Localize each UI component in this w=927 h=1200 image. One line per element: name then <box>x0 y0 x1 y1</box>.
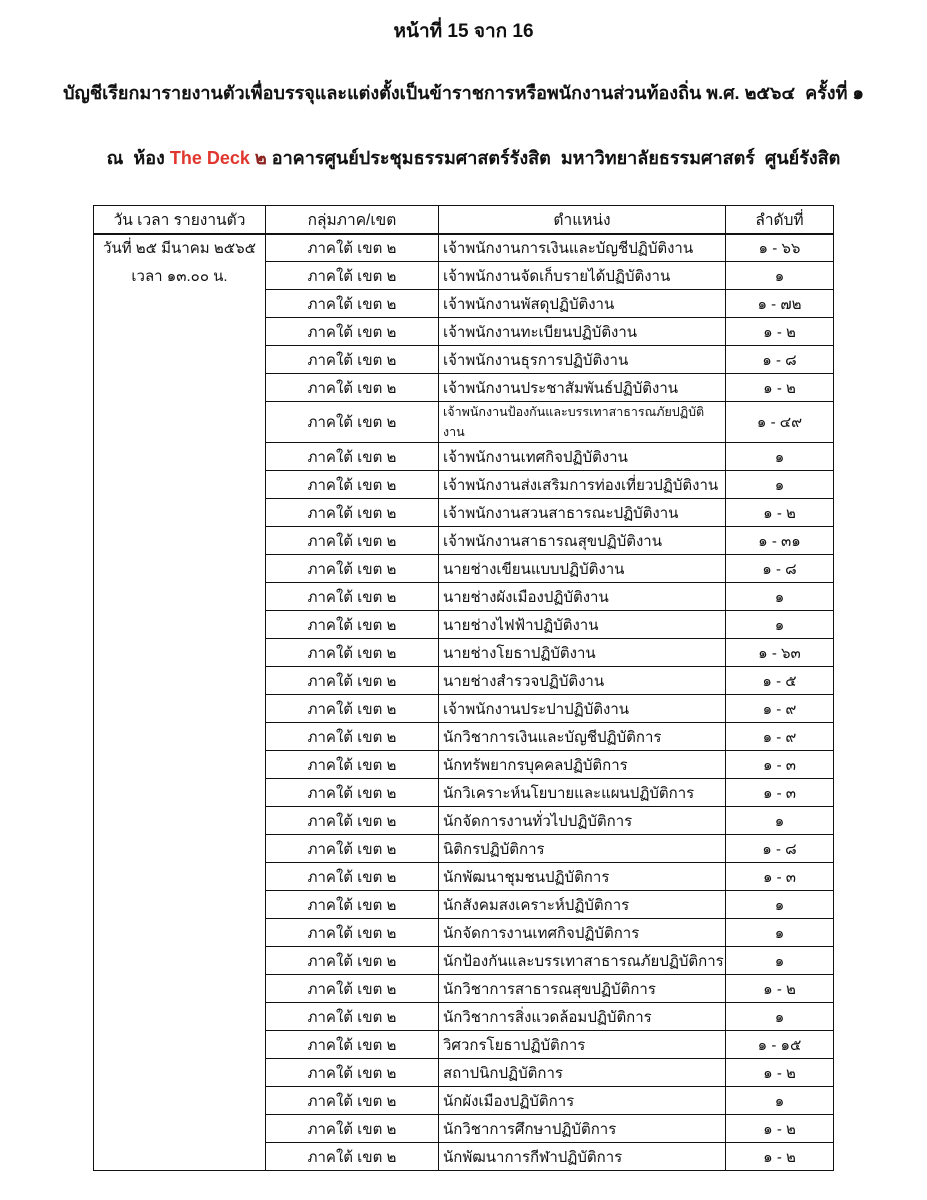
header-date-time: วัน เวลา รายงานตัว <box>94 206 266 234</box>
order-number-cell: ๑ - ๗๒ <box>726 290 834 318</box>
venue-room-name: The Deck <box>169 148 250 168</box>
position-cell: วิศวกรโยธาปฏิบัติการ <box>439 1031 726 1059</box>
region-zone-cell: ภาคใต้ เขต ๒ <box>266 779 439 807</box>
region-zone-cell: ภาคใต้ เขต ๒ <box>266 667 439 695</box>
region-zone-cell: ภาคใต้ เขต ๒ <box>266 374 439 402</box>
region-zone-cell: ภาคใต้ เขต ๒ <box>266 1087 439 1115</box>
order-number-cell: ๑ - ๘ <box>726 835 834 863</box>
order-number-cell: ๑ - ๙ <box>726 723 834 751</box>
order-number-cell: ๑ <box>726 443 834 471</box>
document-title: บัญชีเรียกมารายงานตัวเพื่อบรรจุและแต่งตั้งเป็นข้าราชการหรือพนักงานส่วนท้องถิ่น พ.ศ. ๒๕๖๔ ครั้งที่ ๑ <box>63 83 864 103</box>
region-zone-cell: ภาคใต้ เขต ๒ <box>266 1059 439 1087</box>
position-cell: นักวิชาการสิ่งแวดล้อมปฏิบัติการ <box>439 1003 726 1031</box>
region-zone-cell: ภาคใต้ เขต ๒ <box>266 835 439 863</box>
venue-room-number: ๒ <box>249 148 272 168</box>
region-zone-cell: ภาคใต้ เขต ๒ <box>266 695 439 723</box>
report-date: วันที่ ๒๕ มีนาคม ๒๕๖๕ <box>103 239 256 257</box>
region-zone-cell: ภาคใต้ เขต ๒ <box>266 947 439 975</box>
position-cell: สถาปนิกปฏิบัติการ <box>439 1059 726 1087</box>
position-cell: นักสังคมสงเคราะห์ปฏิบัติการ <box>439 891 726 919</box>
order-number-cell: ๑ <box>726 919 834 947</box>
header-order-number: ลำดับที่ <box>726 206 834 234</box>
region-zone-cell: ภาคใต้ เขต ๒ <box>266 1115 439 1143</box>
position-cell: นักพัฒนาการกีฬาปฏิบัติการ <box>439 1143 726 1171</box>
position-cell: เจ้าพนักงานประปาปฏิบัติงาน <box>439 695 726 723</box>
order-number-cell: ๑ <box>726 583 834 611</box>
venue-line <box>0 122 927 193</box>
report-schedule-table <box>93 205 834 1171</box>
order-number-cell: ๑ - ๓๑ <box>726 527 834 555</box>
region-zone-cell: ภาคใต้ เขต ๒ <box>266 1003 439 1031</box>
order-number-cell: ๑ <box>726 1003 834 1031</box>
order-number-cell: ๑ - ๕ <box>726 667 834 695</box>
report-time: เวลา ๑๓.๐๐ น. <box>131 267 228 285</box>
order-number-cell: ๑ - ๓ <box>726 779 834 807</box>
position-cell: เจ้าพนักงานสวนสาธารณะปฏิบัติงาน <box>439 499 726 527</box>
position-cell: เจ้าพนักงานธุรการปฏิบัติงาน <box>439 346 726 374</box>
position-cell: เจ้าพนักงานสาธารณสุขปฏิบัติงาน <box>439 527 726 555</box>
table-header-row <box>94 206 834 234</box>
position-cell: นักจัดการงานเทศกิจปฏิบัติการ <box>439 919 726 947</box>
page-indicator: หน้าที่ 15 จาก 16 <box>393 21 534 42</box>
region-zone-cell: ภาคใต้ เขต ๒ <box>266 346 439 374</box>
order-number-cell: ๑ - ๒ <box>726 1143 834 1171</box>
order-number-cell: ๑ - ๘ <box>726 346 834 374</box>
position-cell: นิติกรปฏิบัติการ <box>439 835 726 863</box>
order-number-cell: ๑ - ๖๖ <box>726 234 834 262</box>
region-zone-cell: ภาคใต้ เขต ๒ <box>266 611 439 639</box>
order-number-cell: ๑ <box>726 1087 834 1115</box>
position-cell: เจ้าพนักงานพัสดุปฏิบัติงาน <box>439 290 726 318</box>
order-number-cell: ๑ <box>726 891 834 919</box>
order-number-cell: ๑ <box>726 471 834 499</box>
region-zone-cell: ภาคใต้ เขต ๒ <box>266 807 439 835</box>
order-number-cell: ๑ - ๒ <box>726 975 834 1003</box>
position-cell: นักทรัพยากรบุคคลปฏิบัติการ <box>439 751 726 779</box>
header-position: ตำแหน่ง <box>439 206 726 234</box>
position-cell: นักวิชาการสาธารณสุขปฏิบัติการ <box>439 975 726 1003</box>
region-zone-cell: ภาคใต้ เขต ๒ <box>266 1031 439 1059</box>
position-cell: นักป้องกันและบรรเทาสาธารณภัยปฏิบัติการ <box>439 947 726 975</box>
region-zone-cell: ภาคใต้ เขต ๒ <box>266 723 439 751</box>
position-cell: เจ้าพนักงานจัดเก็บรายได้ปฏิบัติงาน <box>439 262 726 290</box>
order-number-cell: ๑ - ๑๕ <box>726 1031 834 1059</box>
position-cell: นักวิเคราะห์นโยบายและแผนปฏิบัติการ <box>439 779 726 807</box>
region-zone-cell: ภาคใต้ เขต ๒ <box>266 471 439 499</box>
region-zone-cell: ภาคใต้ เขต ๒ <box>266 262 439 290</box>
region-zone-cell: ภาคใต้ เขต ๒ <box>266 443 439 471</box>
table-row <box>94 234 834 262</box>
order-number-cell: ๑ - ๒ <box>726 374 834 402</box>
region-zone-cell: ภาคใต้ เขต ๒ <box>266 318 439 346</box>
order-number-cell: ๑ - ๒ <box>726 318 834 346</box>
order-number-cell: ๑ <box>726 947 834 975</box>
venue-prefix: ณ ห้อง <box>106 148 170 168</box>
date-time-cell <box>94 234 266 1171</box>
region-zone-cell: ภาคใต้ เขต ๒ <box>266 499 439 527</box>
position-cell: เจ้าพนักงานการเงินและบัญชีปฏิบัติงาน <box>439 234 726 262</box>
order-number-cell: ๑ - ๒ <box>726 499 834 527</box>
order-number-cell: ๑ <box>726 807 834 835</box>
position-cell: เจ้าพนักงานส่งเสริมการท่องเที่ยวปฏิบัติงาน <box>439 471 726 499</box>
region-zone-cell: ภาคใต้ เขต ๒ <box>266 1143 439 1171</box>
region-zone-cell: ภาคใต้ เขต ๒ <box>266 863 439 891</box>
position-cell: นักจัดการงานทั่วไปปฏิบัติการ <box>439 807 726 835</box>
region-zone-cell: ภาคใต้ เขต ๒ <box>266 751 439 779</box>
position-cell: เจ้าพนักงานประชาสัมพันธ์ปฏิบัติงาน <box>439 374 726 402</box>
position-cell: นายช่างผังเมืองปฏิบัติงาน <box>439 583 726 611</box>
region-zone-cell: ภาคใต้ เขต ๒ <box>266 891 439 919</box>
position-cell: เจ้าพนักงานป้องกันและบรรเทาสาธารณภัยปฏิบัติงาน <box>439 402 726 443</box>
region-zone-cell: ภาคใต้ เขต ๒ <box>266 555 439 583</box>
position-cell: เจ้าพนักงานเทศกิจปฏิบัติงาน <box>439 443 726 471</box>
table-body <box>94 234 834 1171</box>
position-cell: นายช่างเขียนแบบปฏิบัติงาน <box>439 555 726 583</box>
region-zone-cell: ภาคใต้ เขต ๒ <box>266 527 439 555</box>
header-region-zone: กลุ่มภาค/เขต <box>266 206 439 234</box>
position-cell: นักวิชาการศึกษาปฏิบัติการ <box>439 1115 726 1143</box>
position-cell: นักผังเมืองปฏิบัติการ <box>439 1087 726 1115</box>
position-cell: เจ้าพนักงานทะเบียนปฏิบัติงาน <box>439 318 726 346</box>
order-number-cell: ๑ - ๒ <box>726 1059 834 1087</box>
order-number-cell: ๑ <box>726 611 834 639</box>
order-number-cell: ๑ - ๘ <box>726 555 834 583</box>
position-cell: นายช่างไฟฟ้าปฏิบัติงาน <box>439 611 726 639</box>
region-zone-cell: ภาคใต้ เขต ๒ <box>266 919 439 947</box>
venue-suffix: อาคารศูนย์ประชุมธรรมศาสตร์รังสิต มหาวิทยาลัยธรรมศาสตร์ ศูนย์รังสิต <box>271 148 841 168</box>
region-zone-cell: ภาคใต้ เขต ๒ <box>266 583 439 611</box>
order-number-cell: ๑ - ๓ <box>726 751 834 779</box>
position-cell: นักวิชาการเงินและบัญชีปฏิบัติการ <box>439 723 726 751</box>
position-cell: นายช่างโยธาปฏิบัติงาน <box>439 639 726 667</box>
region-zone-cell: ภาคใต้ เขต ๒ <box>266 290 439 318</box>
position-cell: นายช่างสำรวจปฏิบัติงาน <box>439 667 726 695</box>
region-zone-cell: ภาคใต้ เขต ๒ <box>266 402 439 443</box>
region-zone-cell: ภาคใต้ เขต ๒ <box>266 234 439 262</box>
order-number-cell: ๑ <box>726 262 834 290</box>
order-number-cell: ๑ - ๔๙ <box>726 402 834 443</box>
region-zone-cell: ภาคใต้ เขต ๒ <box>266 975 439 1003</box>
order-number-cell: ๑ - ๒ <box>726 1115 834 1143</box>
order-number-cell: ๑ - ๙ <box>726 695 834 723</box>
order-number-cell: ๑ - ๖๓ <box>726 639 834 667</box>
position-cell: นักพัฒนาชุมชนปฏิบัติการ <box>439 863 726 891</box>
order-number-cell: ๑ - ๓ <box>726 863 834 891</box>
region-zone-cell: ภาคใต้ เขต ๒ <box>266 639 439 667</box>
